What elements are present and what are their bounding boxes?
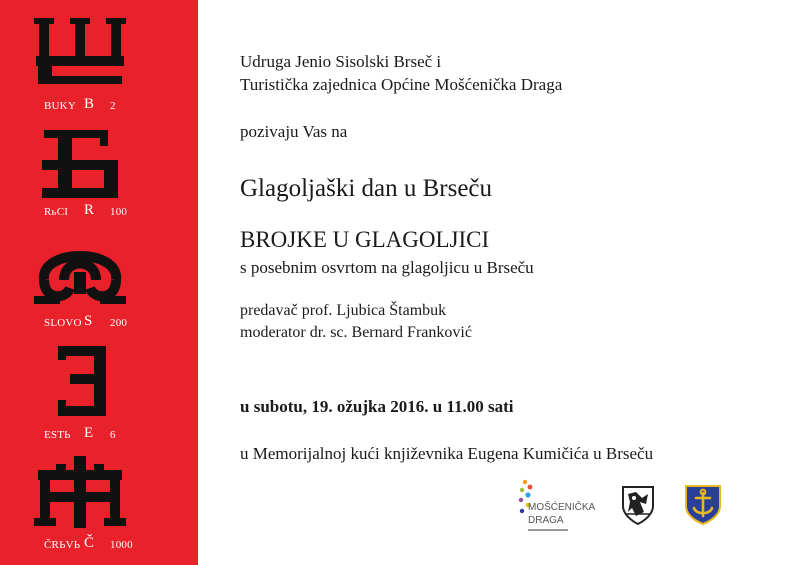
anchor-shield-icon bbox=[684, 484, 722, 526]
letter-name: ESTЬ bbox=[44, 429, 71, 441]
association-emblem-logo bbox=[620, 484, 656, 526]
glagolitic-crv-glyph bbox=[30, 456, 130, 528]
glagolitic-slovo-glyph bbox=[30, 236, 130, 308]
letter-label-crv bbox=[44, 537, 154, 553]
emblem-icon bbox=[620, 484, 656, 526]
logo-fine-print bbox=[528, 529, 568, 531]
letter-latin: R bbox=[84, 202, 95, 218]
glagolitic-est-glyph bbox=[30, 344, 130, 416]
letter-value: 1000 bbox=[110, 539, 133, 551]
moderator-line: moderator dr. sc. Bernard Franković bbox=[240, 324, 472, 341]
moscenicka-draga-logo bbox=[512, 478, 612, 542]
letter-name: SLOVO bbox=[44, 317, 82, 329]
letter-latin: B bbox=[84, 96, 95, 112]
lecture-subtitle: s posebnim osvrtom na glagoljicu u Brseču bbox=[240, 258, 534, 277]
municipality-coat-of-arms bbox=[684, 484, 722, 526]
letter-value: 100 bbox=[110, 206, 128, 218]
letter-latin: S bbox=[84, 313, 93, 329]
organizer-line-1: Udruga Jenio Sisolski Brseč i bbox=[240, 52, 442, 71]
glagolitic-rci-glyph bbox=[30, 128, 130, 200]
event-title: Glagoljaški dan u Brseču bbox=[240, 175, 493, 202]
letter-value: 200 bbox=[110, 317, 128, 329]
moscenicka-logo-line-2: DRAGA bbox=[528, 515, 564, 526]
letter-latin: Č bbox=[84, 535, 95, 551]
moscenicka-logo-line-1: MOŠĆENIČKA bbox=[528, 502, 596, 513]
date-time: u subotu, 19. ožujka 2016. u 11.00 sati bbox=[240, 397, 514, 416]
glagolitic-buky-glyph bbox=[30, 14, 130, 86]
lecturer-line: predavač prof. Ljubica Štambuk bbox=[240, 302, 447, 319]
letter-label-est bbox=[44, 427, 154, 443]
letter-label-rci bbox=[44, 204, 154, 220]
organizer-line-2: Turistička zajednica Općine Mošćenička Draga bbox=[240, 75, 563, 94]
letter-label-slovo bbox=[44, 315, 154, 331]
venue-line: u Memorijalnoj kući književnika Eugena Kumičića u Brseču bbox=[240, 444, 654, 463]
letter-value: 6 bbox=[110, 429, 116, 441]
lecture-title: BROJKE U GLAGOLJICI bbox=[240, 227, 490, 252]
letter-name: BUKY bbox=[44, 100, 76, 112]
letter-latin: E bbox=[84, 425, 94, 441]
invite-text: pozivaju Vas na bbox=[240, 122, 348, 141]
letter-name: ČRЬVЬ bbox=[44, 539, 81, 551]
letter-value: 2 bbox=[110, 100, 116, 112]
red-glagolitic-strip bbox=[0, 0, 198, 565]
letter-name: RьCI bbox=[44, 206, 69, 218]
letter-label-buky bbox=[44, 98, 154, 114]
